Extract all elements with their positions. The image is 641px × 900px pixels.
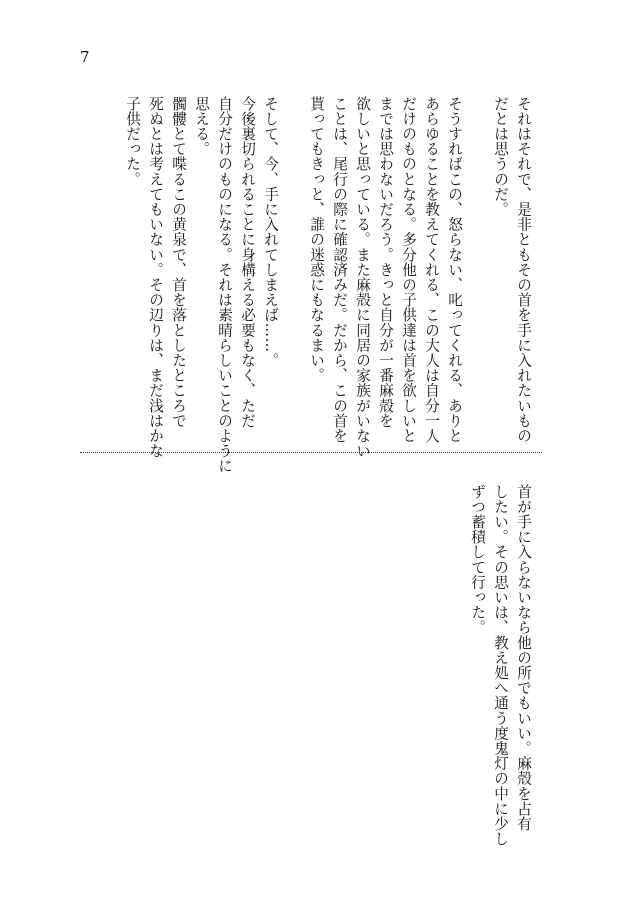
text-line: それはそれで、是非ともその首を手に入れたいもの: [515, 96, 532, 444]
text-line: 欲しいと思っている。また麻殻に同居の家族がいない: [354, 96, 371, 459]
text-line: そして、今、手に入れてしまえば……。: [262, 96, 279, 368]
text-line: までは思わないだろう。きっと自分が一番麻殻を: [377, 96, 394, 429]
text-line: 貰ってもきっと、誰の迷惑にもなるまい。: [308, 96, 325, 383]
blank-line: [282, 96, 305, 436]
text-line: 今後裏切られることに身構える必要もなく、ただ: [239, 96, 256, 429]
text-line: 首が手に入らないなら他の所でもいい。麻殻を占有: [515, 484, 532, 832]
text-line: だとは思うのだ。: [492, 96, 509, 217]
text-line: 子供だった。: [124, 96, 141, 187]
text-line: 髑髏とて喋るこの黄泉で、首を落としたところで: [170, 96, 187, 429]
text-line: あらゆることを教えてくれる、この大人は自分一人: [423, 96, 440, 444]
text-line: 自分だけのものになる。それは素晴らしいことのように: [216, 96, 233, 474]
text-line: したい。その思いは、教え処へ通う度鬼灯の中に少し: [492, 484, 509, 847]
text-line: だけのものとなる。多分他の子供達は首を欲しいと: [400, 96, 417, 444]
section-separator: [80, 452, 542, 453]
text-line: 思える。: [193, 96, 210, 157]
text-line: ずつ蓄積して行った。: [469, 484, 486, 635]
text-line: そうすればこの、怒らない、叱ってくれる、ありと: [446, 96, 463, 444]
blank-line: [466, 96, 489, 436]
lower-text-block: [466, 484, 535, 847]
text-line: 死ぬとは考えてもいない。その辺りは、まだ浅はかな: [147, 96, 164, 459]
upper-text-block: [121, 96, 535, 474]
text-line: ことは、尾行の際に確認済みだ。だから、この首を: [331, 96, 348, 444]
page-number: 7: [80, 48, 90, 66]
